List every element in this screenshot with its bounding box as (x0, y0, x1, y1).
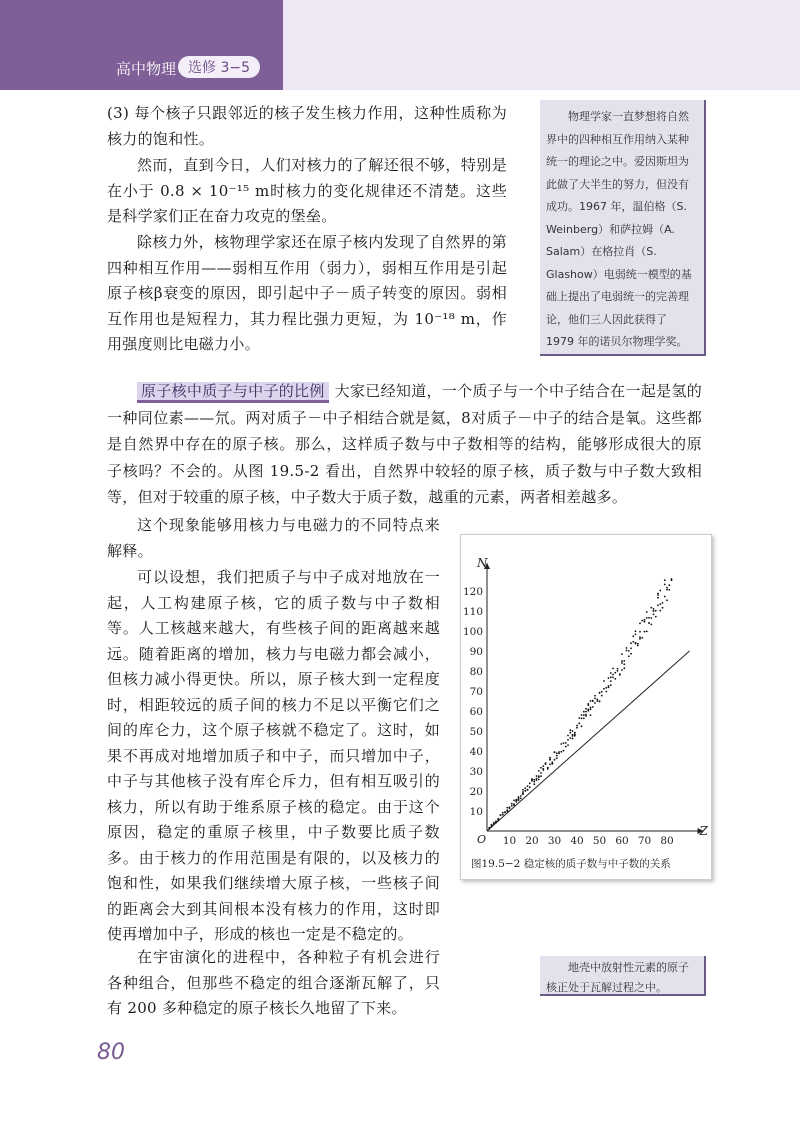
stable-nucleus-point (612, 677, 614, 679)
stable-nucleus-point (567, 735, 569, 737)
header-volume-badge: 选修 3−5 (178, 56, 260, 78)
y-tick-label-40: 40 (469, 746, 483, 758)
stable-nucleus-point (610, 672, 612, 674)
stable-nucleus-point (540, 767, 542, 769)
chart-svg (461, 535, 711, 879)
stable-nucleus-point (637, 645, 639, 647)
stable-nucleus-point (648, 617, 650, 619)
stable-nucleus-point (583, 711, 585, 713)
stable-nucleus-point (536, 778, 538, 780)
stable-nucleus-point (646, 631, 648, 633)
stable-nucleus-point (603, 680, 605, 682)
stable-nucleus-point (641, 620, 643, 622)
stable-nucleus-point (635, 630, 637, 632)
stable-nucleus-point (623, 660, 625, 662)
stable-nucleus-point (587, 703, 589, 705)
stable-nucleus-point (617, 670, 619, 672)
stable-nucleus-point (524, 790, 526, 792)
stable-nucleus-point (614, 678, 616, 680)
stable-nucleus-point (538, 770, 540, 772)
y-tick-label-90: 90 (469, 646, 483, 658)
stable-nucleus-point (522, 789, 524, 791)
stable-nucleus-point (644, 621, 646, 623)
stable-nucleus-point (610, 684, 612, 686)
stable-nucleus-point (610, 680, 612, 682)
x-tick-label-20: 20 (525, 835, 539, 847)
stable-nucleus-point (497, 819, 499, 821)
stable-nucleus-point (538, 779, 540, 781)
stable-nucleus-point (666, 589, 668, 591)
stable-nucleus-point (612, 674, 614, 676)
stable-nucleus-point (664, 584, 666, 586)
stable-nucleus-point (632, 641, 634, 643)
stable-nucleus-point (621, 669, 623, 671)
stable-nucleus-point (513, 803, 515, 805)
stable-nucleus-point (574, 733, 576, 735)
stable-nucleus-point (578, 723, 580, 725)
stable-nucleus-point (551, 763, 553, 765)
stable-nucleus-point (500, 814, 502, 816)
stable-nucleus-point (542, 765, 544, 767)
stable-nucleus-point (491, 824, 493, 826)
stable-nucleus-point (569, 732, 571, 734)
stable-nucleus-point (506, 807, 508, 809)
stable-nucleus-point (520, 795, 522, 797)
stable-nucleus-point (657, 594, 659, 596)
stable-nucleus-point (596, 699, 598, 701)
stable-nucleus-point (527, 785, 529, 787)
stable-nucleus-point (587, 709, 589, 711)
stable-nucleus-point (608, 677, 610, 679)
stable-nucleus-point (639, 623, 641, 625)
stable-nucleus-point (488, 828, 490, 830)
stable-nucleus-point (635, 634, 637, 636)
stable-nucleus-point (585, 714, 587, 716)
x-tick-label-70: 70 (637, 835, 652, 847)
stable-nucleus-point (504, 811, 506, 813)
stable-nucleus-point (644, 631, 646, 633)
stable-nucleus-point (612, 668, 614, 670)
stable-nucleus-point (560, 751, 562, 753)
stable-nucleus-point (603, 688, 605, 690)
stable-nucleus-point (662, 602, 664, 604)
stable-nucleus-point (655, 616, 657, 618)
stable-nucleus-point (599, 692, 601, 694)
header-book-title: 高中物理 (116, 60, 177, 78)
stable-nucleus-point (572, 734, 574, 736)
stable-nucleus-point (619, 673, 621, 675)
stable-nucleus-point (536, 775, 538, 777)
stable-nucleus-point (585, 711, 587, 713)
stable-nucleus-point (639, 636, 641, 638)
stable-nucleus-point (581, 714, 583, 716)
chart-title: 图19.5−2 稳定核的质子数与中子数的关系 (471, 858, 671, 870)
stable-nucleus-point (529, 786, 531, 788)
y-axis-label: N (477, 556, 488, 570)
stable-nucleus-point (657, 604, 659, 606)
stable-nucleus-point (659, 603, 661, 605)
stable-nucleus-point (623, 667, 625, 669)
stable-nucleus-point (655, 610, 657, 612)
stable-nucleus-point (653, 614, 655, 616)
stable-nucleus-point (563, 742, 565, 744)
stable-nucleus-point (621, 653, 623, 655)
stable-nucleus-point (560, 743, 562, 745)
header-band (283, 0, 800, 90)
stable-nucleus-point (650, 607, 652, 609)
stable-nucleus-point (641, 637, 643, 639)
y-tick-label-70: 70 (469, 686, 483, 698)
stable-nucleus-point (594, 702, 596, 704)
stable-nucleus-point (527, 789, 529, 791)
stable-nucleus-point (511, 805, 513, 807)
stable-nucleus-point (594, 698, 596, 700)
stable-nucleus-point (659, 610, 661, 612)
stable-nucleus-point (533, 781, 535, 783)
stable-nucleus-point (547, 767, 549, 769)
stable-nucleus-point (569, 729, 571, 731)
stable-nucleus-point (509, 808, 511, 810)
stable-nucleus-point (569, 737, 571, 739)
stable-nucleus-point (664, 596, 666, 598)
paragraph-weak-force: 除核力外，核物理学家还在原子核内发现了自然界的第四种相互作用——弱相互作用（弱力），弱相互作用是引起原子核β衰变的原因，即引起中子－质子转变的原因。弱相互作用也是短程力，其力程比强力更短，为 10⁻¹⁸ m，作用强度则比电磁力小。 (107, 233, 507, 353)
stable-nucleus-point (608, 685, 610, 687)
x-axis-label: Z (699, 824, 708, 838)
stable-nucleus-point (605, 691, 607, 693)
stable-nucleus-point (567, 739, 569, 741)
stable-nucleus-point (668, 584, 670, 586)
stable-nucleus-point (556, 752, 558, 754)
stable-nucleus-point (513, 800, 515, 802)
stable-nucleus-point (581, 718, 583, 720)
stable-nucleus-point (671, 578, 673, 580)
y-tick-label-100: 100 (462, 626, 483, 638)
stable-nucleus-point (549, 757, 551, 759)
stable-nucleus-point (610, 676, 612, 678)
stable-nucleus-point (617, 668, 619, 670)
stable-nucleus-point (628, 650, 630, 652)
stable-nucleus-point (590, 708, 592, 710)
stable-nucleus-point (581, 725, 583, 727)
stable-nucleus-point (635, 642, 637, 644)
x-tick-label-10: 10 (502, 835, 517, 847)
stable-nucleus-point (576, 727, 578, 729)
stable-nucleus-point (572, 738, 574, 740)
origin-label: O (477, 833, 487, 846)
stable-nucleus-point (524, 787, 526, 789)
stable-nucleus-point (583, 717, 585, 719)
stable-nucleus-point (626, 650, 628, 652)
stable-nucleus-point (533, 783, 535, 785)
stable-nucleus-point (542, 769, 544, 771)
stable-nucleus-point (572, 730, 574, 732)
stable-nucleus-point (639, 631, 641, 633)
figure-19-5-2 (460, 534, 712, 880)
stable-nucleus-point (540, 772, 542, 774)
stable-nucleus-point (583, 714, 585, 716)
stable-nucleus-point (515, 800, 517, 802)
stable-nucleus-point (556, 755, 558, 757)
stable-nucleus-point (574, 735, 576, 737)
stable-nucleus-point (592, 706, 594, 708)
y-tick-label-30: 30 (469, 766, 483, 778)
stable-nucleus-point (538, 775, 540, 777)
stable-nucleus-point (666, 599, 668, 601)
stable-nucleus-point (614, 672, 616, 674)
stable-nucleus-point (554, 759, 556, 761)
stable-nucleus-point (644, 619, 646, 621)
stable-nucleus-point (653, 610, 655, 612)
y-tick-label-110: 110 (462, 606, 483, 618)
stable-nucleus-point (628, 655, 630, 657)
stable-nucleus-point (664, 579, 666, 581)
stable-nucleus-point (529, 782, 531, 784)
stable-nucleus-point (511, 803, 513, 805)
stable-nucleus-point (536, 779, 538, 781)
stable-nucleus-point (502, 812, 504, 814)
x-tick-label-50: 50 (592, 835, 607, 847)
line-n-equals-z (487, 651, 690, 831)
stable-nucleus-point (630, 653, 632, 655)
stable-nucleus-point (596, 700, 598, 702)
paragraph-universe: 在宇宙演化的进程中，各种粒子有机会进行各种组合，但那些不稳定的组合逐渐瓦解了，只有 200 多种稳定的原子核长久地留了下来。 (107, 948, 440, 1017)
y-tick-label-80: 80 (469, 666, 483, 678)
sidebar-note-decay: 地壳中放射性元素的原子核正处于瓦解过程之中。 (540, 956, 706, 996)
sidebar-note-unification: 物理学家一直梦想将自然界中的四种相互作用纳入某种统一的理论之中。爱因斯坦为此做了大半生的努力，但没有成功。1967 年，温伯格（S. Weinberg）和萨拉姆（A. Salam）在格拉肖（S. Glashow）电弱统一模型的基础上提出了电弱统一的完善理论，他们三人因此获得了 1979 年的诺贝尔物理学奖。 (540, 100, 706, 356)
stable-nucleus-point (637, 643, 639, 645)
stable-nucleus-point (621, 662, 623, 664)
stable-nucleus-point (574, 732, 576, 734)
stable-nucleus-point (590, 714, 592, 716)
section-text: 大家已经知道，一个质子与一个中子结合在一起是氢的一种同位素——氘。两对质子－中子相结合就是氦，8对质子－中子的结合是氧。这些都是自然界中存在的原子核。那么，这样质子数与中子数相等的结构，能够形成很大的原子核吗？不会的。从图 19.5-2 看出，自然界中较轻的原子核，质子数与中子数大致相等，但对于较重的原子核，中子数大于质子数，越重的元素，两者相差越多。 (107, 382, 702, 506)
stable-nucleus-point (630, 642, 632, 644)
stable-nucleus-point (565, 742, 567, 744)
stable-nucleus-point (623, 663, 625, 665)
section-heading: 原子核中质子与中子的比例 (137, 382, 329, 403)
stable-nucleus-point (565, 746, 567, 748)
stable-nucleus-point (639, 638, 641, 640)
y-tick-label-120: 120 (462, 586, 483, 598)
stable-nucleus-point (590, 700, 592, 702)
stable-nucleus-point (518, 797, 520, 799)
stable-nucleus-point (662, 607, 664, 609)
stable-nucleus-point (601, 691, 603, 693)
x-tick-label-60: 60 (615, 835, 629, 847)
stable-nucleus-point (594, 695, 596, 697)
stable-nucleus-point (585, 708, 587, 710)
stable-nucleus-point (592, 700, 594, 702)
stable-nucleus-point (493, 822, 495, 824)
paragraph-construct: 可以设想，我们把质子与中子成对地放在一起，人工构建原子核，它的质子数与中子数相等。人工核越来越大，有些核子间的距离越来越远。随着距离的增加，核力与电磁力都会减小，但核力减小得更快。所以，原子核大到一定程度时，相距较远的质子间的核力不足以平衡它们之间的库仑力，这个原子核就不稳定了。这时，如果不再成对地增加质子和中子，而只增加中子，中子与其他核子没有库仑斥力，但有相互吸引的核力，所以有助于维系原子核的稳定。由于这个原因，稳定的重原子核里，中子数要比质子数多。由于核力的作用范围是有限的，以及核力的饱和性，如果我们继续增大原子核，一些核子间的距离会大到其间根本没有核力的作用，这时即使再增加中子，形成的核也一定是不稳定的。 (107, 568, 440, 943)
stable-nucleus-point (632, 635, 634, 637)
stable-nucleus-point (650, 624, 652, 626)
stable-nucleus-point (558, 753, 560, 755)
stable-nucleus-point (556, 757, 558, 759)
stable-nucleus-point (646, 617, 648, 619)
stable-nucleus-point (668, 589, 670, 591)
stable-nucleus-point (590, 707, 592, 709)
stable-nucleus-point (554, 751, 556, 753)
stable-nucleus-point (657, 597, 659, 599)
stable-nucleus-point (605, 687, 607, 689)
page-number: 80 (97, 1040, 125, 1065)
stable-nucleus-point (531, 780, 533, 782)
x-tick-label-80: 80 (660, 835, 674, 847)
paragraph-unknown: 然而，直到今日，人们对核力的了解还很不够，特别是在小于 0.8 × 10⁻¹⁵ m时核力的变化规律还不清楚。这些是科学家们正在奋力攻克的堡垒。 (107, 156, 507, 225)
stable-nucleus-point (533, 779, 535, 781)
stable-nucleus-point (549, 763, 551, 765)
x-tick-label-40: 40 (570, 835, 584, 847)
stable-nucleus-point (578, 717, 580, 719)
stable-nucleus-point (630, 647, 632, 649)
stable-nucleus-point (520, 798, 522, 800)
stable-nucleus-point (491, 826, 493, 828)
stable-nucleus-point (648, 622, 650, 624)
x-tick-label-30: 30 (547, 835, 562, 847)
stable-nucleus-point (576, 725, 578, 727)
paragraph-saturation: (3) 每个核子只跟邻近的核子发生核力作用，这种性质称为核力的饱和性。 (107, 104, 507, 148)
y-tick-label-60: 60 (469, 706, 483, 718)
y-tick-label-20: 20 (469, 786, 483, 798)
stable-nucleus-point (659, 590, 661, 592)
stable-nucleus-point (506, 809, 508, 811)
stable-nucleus-point (495, 821, 497, 823)
stable-nucleus-point (502, 814, 504, 816)
paragraph-explain: 这个现象能够用核力与电磁力的不同特点来解释。 (107, 516, 440, 560)
stable-nucleus-point (563, 750, 565, 752)
stable-nucleus-point (567, 744, 569, 746)
stable-nucleus-point (601, 695, 603, 697)
stable-nucleus-point (646, 611, 648, 613)
header-banner (0, 0, 283, 90)
stable-nucleus-point (650, 617, 652, 619)
section-intro (107, 378, 702, 511)
stable-nucleus-point (549, 759, 551, 761)
stable-nucleus-point (653, 608, 655, 610)
y-tick-label-10: 10 (469, 806, 483, 818)
stable-nucleus-point (626, 647, 628, 649)
stable-nucleus-point (599, 700, 601, 702)
stable-nucleus-point (522, 793, 524, 795)
stable-nucleus-point (666, 587, 668, 589)
y-tick-label-50: 50 (469, 726, 483, 738)
stable-nucleus-point (540, 775, 542, 777)
stable-nucleus-point (545, 762, 547, 764)
stable-nucleus-point (621, 660, 623, 662)
